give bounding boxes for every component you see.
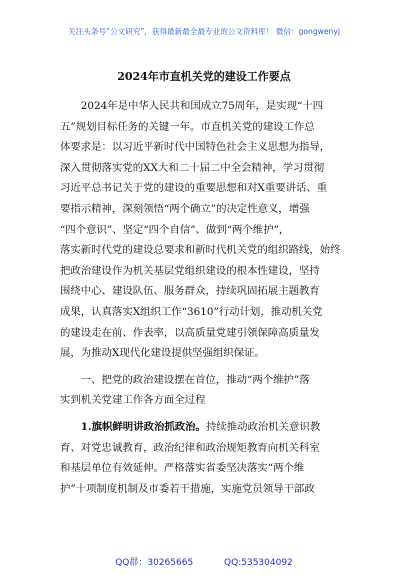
- intro-line: 深入贯彻落实党的XX大和二十届二中全会精神，学习贯彻: [60, 161, 325, 174]
- intro-line: 习近平总书记关于党的建设的重要思想和对X重要讲话、重: [60, 182, 328, 195]
- intro-line: 成果，认真落实X组织工作“3610”行动计划，推动机关党: [60, 305, 323, 318]
- header-banner: 关注头条号“公文研究”，获得最新最全最专业的公文资料库！ 微信：gongwenyj: [68, 27, 340, 36]
- intro-line: 落实新时代党的建设总要求和新时代机关党的组织路线，始终: [60, 244, 341, 257]
- footer-qq: QQ:535304092: [224, 558, 293, 568]
- intro-line: 要指示精神，深刻领悟“两个确立”的决定性意义，增强: [60, 202, 310, 215]
- item-line: 育、对党忠诚教育，政治纪律和政治规矩教育向机关科室: [60, 441, 320, 454]
- document-body: [60, 96, 350, 499]
- intro-line: 的建设走在前、作表率，以高质量党建引领保障高质量发: [60, 326, 320, 339]
- footer-qq-group: QQ群：30265665: [115, 558, 194, 568]
- intro-line: 五”规划目标任务的关键一年。市直机关党的建设工作总: [60, 120, 315, 133]
- section-heading-line: 一、把党的政治建设摆在首位，推动“两个维护”落: [60, 373, 310, 386]
- item-lead: 1.旗帜鲜明讲政治抓政治。: [60, 420, 206, 433]
- document-title: 2024年市直机关党的建设工作要点: [117, 70, 291, 83]
- item-lead-rest: 持续推动政治机关意识教: [205, 420, 321, 433]
- item-line: 护”十项制度机制及市委若干措施，实施党员领导干部政: [60, 482, 315, 495]
- footer-contact: [0, 555, 408, 568]
- intro-line: 把政治建设作为机关基层党组织建设的根本性建设，坚持: [60, 264, 320, 277]
- intro-line: “四个意识”、坚定“四个自信”、做到“两个维护”，: [60, 223, 290, 236]
- intro-line: 体要求是：以习近平新时代中国特色社会主义思想为指导，: [60, 141, 331, 154]
- intro-line: 围绕中心、建设队伍、服务群众，持续巩固拓展主题教育: [60, 285, 320, 298]
- intro-line: 展，为推动X现代化建设提供坚强组织保证。: [60, 347, 265, 360]
- item-line: [60, 417, 350, 438]
- intro-line: 2024年是中华人民共和国成立75周年，是实现“十四: [60, 100, 324, 112]
- item-line: 和基层单位有效延伸。严格落实省委坚决落实“两个维: [60, 462, 305, 475]
- section-heading-line: 实到机关党建工作各方面全过程: [60, 394, 206, 407]
